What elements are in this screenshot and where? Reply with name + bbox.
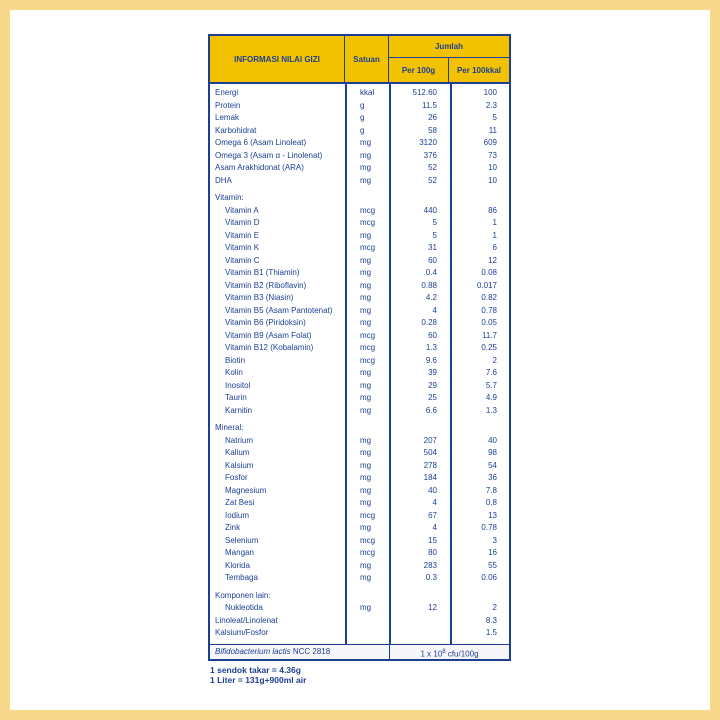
value-per-100g: 52 (428, 175, 437, 185)
nutrient-unit: g (360, 113, 365, 122)
value-per-100g: 29 (428, 380, 437, 390)
value-per-100kkal: 0.8 (485, 498, 497, 507)
table-row (210, 572, 509, 585)
nutrient-name: Omega 6 (Asam Linoleat) (215, 138, 307, 147)
value-per-100g: 512.60 (412, 88, 437, 97)
column-divider (345, 84, 347, 644)
header-satuan: Satuan (345, 36, 389, 82)
header-per-100g: Per 100g (389, 58, 449, 82)
nutrient-unit: mg (360, 368, 372, 377)
nutrient-unit: mg (360, 485, 372, 495)
nutrient-name: Inositol (225, 380, 251, 390)
section-heading-label: Mineral: (215, 423, 244, 432)
table-row (210, 87, 509, 100)
nutrient-unit: mg (360, 150, 372, 160)
value-per-100kkal: 36 (488, 473, 497, 482)
value-per-100g: 184 (423, 473, 437, 482)
value-per-100kkal: 1.3 (485, 405, 497, 415)
table-row (210, 472, 509, 485)
nutrient-name: Biotin (225, 355, 246, 365)
table-row (210, 292, 509, 305)
value-per-100g: 440 (423, 205, 437, 215)
nutrient-unit: mcg (360, 535, 376, 545)
value-per-100kkal: 10 (488, 163, 497, 172)
nutrient-name: Zat Besi (225, 498, 255, 507)
nutrient-unit (345, 627, 389, 640)
nutrient-unit: mcg (360, 243, 376, 252)
table-row (210, 355, 509, 368)
value-per-100kkal: 100 (483, 88, 497, 97)
value-per-100kkal: 0.82 (481, 293, 497, 302)
value-per-100kkal: 0.05 (481, 318, 497, 327)
table-row (210, 342, 509, 355)
nutrient-unit: mg (360, 163, 372, 172)
nutrient-name: Selenium (225, 535, 259, 545)
nutrient-name: Taurin (225, 393, 247, 402)
nutrient-unit: mg (360, 560, 372, 570)
value-per-100kkal: 5 (492, 113, 497, 122)
nutrient-unit: mg (360, 280, 372, 290)
table-row (210, 150, 509, 163)
nutrient-unit: mg (360, 460, 372, 470)
nutrient-name: Energi (215, 88, 239, 97)
value-per-100kkal: 0.78 (481, 523, 497, 532)
value-per-100g: 58 (428, 125, 437, 135)
value-per-100g: 31 (428, 243, 437, 252)
nutrient-name: Omega 3 (Asam α - Linolenat) (215, 150, 323, 160)
value-per-100kkal: 1 (492, 218, 497, 227)
nutrient-name: Vitamin K (225, 243, 260, 252)
table-row (210, 602, 509, 615)
table-row (210, 535, 509, 548)
value-per-100g: 0.4 (425, 268, 437, 277)
value-per-100g: 40 (428, 485, 437, 495)
value-per-100g: 39 (428, 368, 437, 377)
value-per-100g: 4.2 (425, 293, 437, 302)
nutrient-name: Vitamin D (225, 218, 260, 227)
table-body (210, 82, 509, 644)
table-row (210, 125, 509, 138)
value-per-100g: 25 (428, 393, 437, 402)
nutrition-panel (208, 34, 511, 685)
table-row (210, 627, 509, 640)
table-row (210, 547, 509, 560)
nutrient-name: Karbohidrat (215, 125, 257, 135)
table-row (210, 447, 509, 460)
value-per-100g: 4 (432, 523, 437, 532)
value-per-100g: 5 (432, 230, 437, 240)
liter-note: 1 Liter = 131g+900ml air (210, 674, 307, 685)
value-per-100g (389, 615, 449, 628)
value-per-100kkal: 11 (488, 125, 497, 135)
value-per-100kkal: 40 (488, 435, 497, 445)
header-jumlah: Jumlah (389, 36, 509, 58)
value-per-100kkal: 0.06 (481, 573, 497, 582)
nutrient-unit: mg (360, 448, 372, 457)
nutrient-name: Kalsium/Fosfor (215, 628, 269, 637)
nutrient-name: Fosfor (225, 473, 248, 482)
value-per-100g: 3120 (419, 138, 437, 147)
table-row (210, 435, 509, 448)
probiotic-row (210, 644, 509, 659)
value-per-100kkal: 5.7 (485, 380, 497, 390)
nutrient-name: Linoleat/Linolenat (215, 615, 278, 625)
nutrient-unit: kkal (360, 88, 375, 97)
section-heading (210, 590, 509, 603)
nutrient-unit (345, 615, 389, 628)
nutrient-unit: mcg (360, 355, 376, 365)
nutrient-name: Vitamin B5 (Asam Pantotenat) (225, 305, 333, 315)
table-row (210, 380, 509, 393)
value-per-100kkal: 3 (492, 535, 497, 545)
table-row (210, 267, 509, 280)
nutrient-name: Tembaga (225, 573, 258, 582)
value-per-100kkal: 13 (488, 510, 497, 520)
value-per-100g: 12 (428, 603, 437, 612)
nutrient-unit: g (360, 125, 365, 135)
nutrient-name: Vitamin C (225, 255, 260, 265)
value-per-100kkal: 1.5 (485, 628, 497, 637)
nutrient-unit: mg (360, 498, 372, 507)
section-heading (210, 422, 509, 435)
nutrient-unit: mg (360, 393, 372, 402)
value-per-100kkal: 0.08 (481, 268, 497, 277)
table-row (210, 485, 509, 498)
nutrient-unit: mcg (360, 218, 376, 227)
nutrient-name: Vitamin B2 (Riboflavin) (225, 280, 307, 290)
value-per-100kkal: 2 (492, 355, 497, 365)
value-per-100kkal: 0.25 (481, 343, 497, 352)
value-per-100g: 15 (428, 535, 437, 545)
table-row (210, 330, 509, 343)
value-per-100kkal: 12 (488, 255, 497, 265)
nutrient-unit: mg (360, 603, 372, 612)
value-per-100kkal: 8.3 (485, 615, 497, 625)
nutrient-unit: mg (360, 473, 372, 482)
nutrition-table (208, 34, 511, 661)
nutrient-name: Protein (215, 100, 241, 110)
value-per-100kkal: 11.7 (482, 330, 497, 340)
nutrient-name: Vitamin B9 (Asam Folat) (225, 330, 312, 340)
value-per-100g: 4 (432, 498, 437, 507)
value-per-100kkal: 609 (483, 138, 497, 147)
nutrient-name: Klorida (225, 560, 250, 570)
probiotic-name: Bifidobacterium lactis NCC 2818 (215, 646, 331, 656)
nutrient-unit: mg (360, 255, 372, 265)
table-row (210, 460, 509, 473)
nutrient-name: Kolin (225, 368, 243, 377)
table-row (210, 217, 509, 230)
nutrient-name: DHA (215, 175, 232, 185)
value-per-100g: 4 (432, 305, 437, 315)
nutrient-name: Karnitin (225, 405, 253, 415)
nutrient-unit: mg (360, 138, 372, 147)
value-per-100kkal: 98 (488, 448, 497, 457)
nutrient-name: Vitamin B1 (Thiamin) (225, 268, 300, 277)
value-per-100g: 52 (428, 163, 437, 172)
section-heading-label: Vitamin: (215, 193, 244, 202)
value-per-100kkal: 7.8 (485, 485, 497, 495)
value-per-100kkal: 1 (492, 230, 497, 240)
table-row (210, 305, 509, 318)
table-row (210, 205, 509, 218)
nutrient-name: Vitamin B6 (Piridoksin) (225, 318, 306, 327)
value-per-100kkal: 2 (492, 603, 497, 612)
value-per-100g: 5 (432, 218, 437, 227)
nutrient-unit: mcg (360, 548, 376, 557)
table-row (210, 615, 509, 628)
serving-note: 1 sendok takar = 4.36g (210, 664, 301, 675)
nutrient-unit: mcg (360, 343, 376, 352)
section-heading (210, 192, 509, 205)
value-per-100kkal: 10 (488, 175, 497, 185)
value-per-100g: 1.3 (425, 343, 437, 352)
nutrient-name: Zink (225, 523, 241, 532)
table-row (210, 560, 509, 573)
value-per-100kkal: 86 (488, 205, 497, 215)
nutrient-unit: g (360, 100, 365, 110)
table-row (210, 162, 509, 175)
table-row (210, 112, 509, 125)
table-row (210, 230, 509, 243)
nutrient-name: Lemak (215, 113, 240, 122)
nutrient-unit: mcg (360, 510, 376, 520)
nutrient-name: Iodium (225, 510, 250, 520)
nutrient-name: Vitamin B3 (Niasin) (225, 293, 294, 302)
table-row (210, 497, 509, 510)
table-row (210, 405, 509, 418)
nutrient-unit: mcg (360, 205, 376, 215)
nutrient-unit: mg (360, 523, 372, 532)
value-per-100g: 278 (423, 460, 437, 470)
nutrient-unit: mg (360, 405, 372, 415)
nutrient-name: Kalium (225, 448, 250, 457)
table-row (210, 175, 509, 188)
value-per-100kkal: 73 (488, 150, 497, 160)
value-per-100kkal: 6 (492, 243, 497, 252)
section-heading-label: Komponen lain: (215, 590, 271, 600)
table-row (210, 367, 509, 380)
nutrient-unit: mg (360, 435, 372, 445)
nutrient-name: Vitamin B12 (Kobalamin) (225, 343, 314, 352)
value-per-100g: 283 (423, 560, 437, 570)
table-row (210, 137, 509, 150)
nutrient-unit: mg (360, 175, 372, 185)
value-per-100g: 6.6 (425, 405, 437, 415)
value-per-100kkal: 2.3 (485, 100, 497, 110)
table-row (210, 255, 509, 268)
nutrient-unit: mcg (360, 330, 376, 340)
value-per-100kkal: 7.6 (485, 368, 497, 377)
value-per-100g: 376 (423, 150, 437, 160)
table-row (210, 100, 509, 113)
nutrient-name: Kalsium (225, 460, 254, 470)
table-header (210, 36, 509, 82)
nutrient-unit: mg (360, 268, 372, 277)
value-per-100g: 80 (428, 548, 437, 557)
table-row (210, 317, 509, 330)
value-per-100g: 0.88 (421, 280, 437, 290)
nutrient-name: Vitamin E (225, 230, 260, 240)
nutrient-name: Vitamin A (225, 205, 259, 215)
nutrient-name: Asam Arakhidonat (ARA) (215, 163, 304, 172)
value-per-100kkal: 0.78 (481, 305, 497, 315)
value-per-100kkal: 16 (488, 548, 497, 557)
column-divider (389, 84, 391, 644)
value-per-100g: 67 (428, 510, 437, 520)
value-per-100g (389, 627, 449, 640)
value-per-100g: 207 (423, 435, 437, 445)
value-per-100g: 9.6 (425, 355, 437, 365)
nutrient-unit: mg (360, 573, 372, 582)
value-per-100kkal: 54 (488, 460, 497, 470)
value-per-100g: 504 (423, 448, 437, 457)
value-per-100kkal: 4.9 (485, 393, 497, 402)
value-per-100g: 60 (428, 330, 437, 340)
table-row (210, 242, 509, 255)
nutrient-unit: mg (360, 230, 372, 240)
probiotic-value: 1 x $10^8$ cfu/100g (389, 645, 509, 662)
nutrient-unit: mg (360, 305, 372, 315)
value-per-100kkal: 55 (488, 560, 497, 570)
table-row (210, 522, 509, 535)
nutrient-name: Natrium (225, 435, 254, 445)
nutrient-unit: mg (360, 380, 372, 390)
nutrient-unit: mg (360, 293, 372, 302)
value-per-100g: 11.5 (422, 100, 437, 110)
nutrient-name: Magnesium (225, 485, 267, 495)
value-per-100g: 0.3 (425, 573, 437, 582)
nutrient-unit: mg (360, 318, 372, 327)
value-per-100g: 60 (428, 255, 437, 265)
nutrient-name: Nukleotida (225, 603, 263, 612)
header-info: INFORMASI NILAI GIZI (210, 36, 345, 82)
nutrient-name: Mangan (225, 548, 254, 557)
header-per-100kkal: Per 100kkal (456, 65, 502, 75)
table-row (210, 392, 509, 405)
value-per-100g: 0.28 (421, 318, 437, 327)
column-divider (450, 84, 452, 644)
table-row (210, 510, 509, 523)
value-per-100g: 26 (428, 113, 437, 122)
table-row (210, 280, 509, 293)
value-per-100kkal: 0.017 (476, 280, 497, 290)
